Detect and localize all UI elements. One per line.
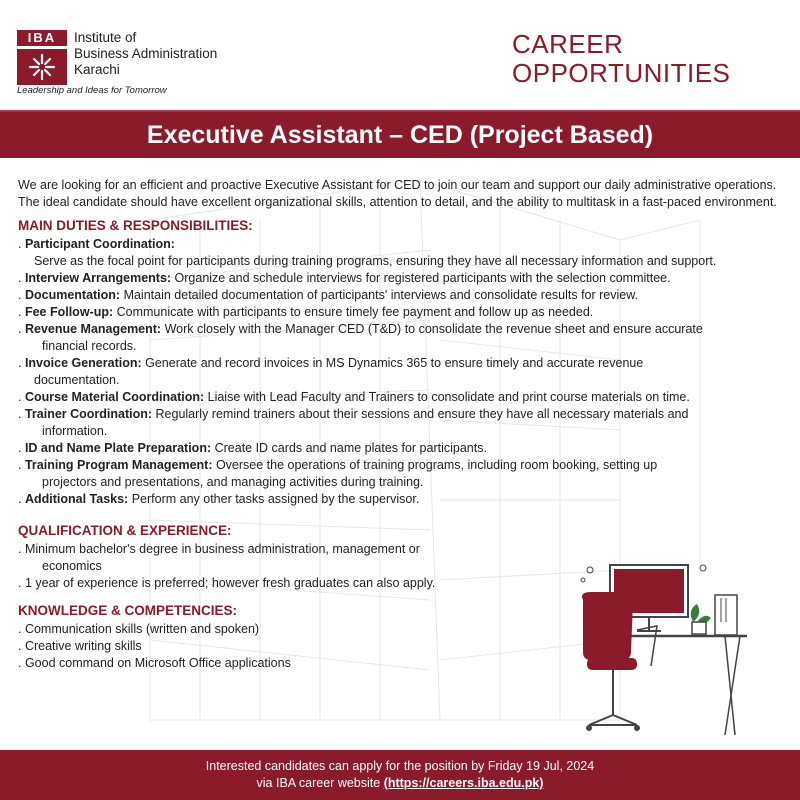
duty-text: Create ID cards and name plates for participants. [211,441,487,455]
career-line2: OPPORTUNITIES [512,58,731,88]
duty-text: Maintain detailed documentation of participants' interviews and consolidate results for review. [120,288,639,302]
duty-continuation: information. [42,424,108,438]
iba-emblem-icon [17,49,67,85]
duty-text: Organize and schedule interviews for registered participants with the selection committee. [171,271,671,285]
duty-continuation: Serve as the focal point for participants during training programs, ensuring they have all necessary information and support. [34,254,717,268]
duties-list [18,236,790,508]
duty-label: Invoice Generation: [24,356,142,370]
duty-text: Oversee the operations of training programs, including room booking, setting up [212,458,658,472]
knowledge-text: Communication skills (written and spoken) [24,622,260,636]
footer-apply-prefix: via IBA career website [256,776,384,790]
institute-name-line2: Business Administration [74,46,218,61]
office-desk-illustration [575,560,775,740]
institute-name [74,30,264,78]
duty-text: Work closely with the Manager CED (T&D) to consolidate the revenue sheet and ensure accurate [161,322,703,336]
duty-label: Additional Tasks: [24,492,129,506]
logo-tagline: Leadership and Ideas for Tomorrow [17,85,167,96]
institute-name-line3: Karachi [74,62,120,77]
career-line1: CAREER [512,29,624,59]
duty-item: . Fee Follow-up: Communicate with participants to ensure timely fee payment and follow up as needed. [18,305,594,319]
duty-label: Revenue Management: [24,322,162,336]
logo-badge: IBA [17,30,67,46]
knowledge-item: . Creative writing skills [18,639,142,653]
institute-name-line1: Institute of [74,30,137,45]
duty-continuation: projectors and presentations, and managing activities during training. [42,475,424,489]
duty-text: Perform any other tasks assigned by the supervisor. [128,492,420,506]
duty-item: . Invoice Generation: Generate and record invoices in MS Dynamics 365 to ensure timely and accurate revenue documentation. [18,355,790,389]
qualification-list [18,541,488,592]
duty-item: . Documentation: Maintain detailed documentation of participants' interviews and consolidate results for review. [18,288,639,302]
knowledge-text: Creative writing skills [24,639,142,653]
duty-label: Course Material Coordination: [24,390,205,404]
duties-heading: MAIN DUTIES & RESPONSIBILITIES: [18,218,253,233]
duty-item: . Participant Coordination: Serve as the focal point for participants during training programs, ensuring they have all necessary information and support. [18,236,790,270]
duty-label: Documentation: [24,288,121,302]
duty-continuation: financial records. [42,339,137,353]
qualification-continuation: economics [42,559,102,573]
duty-item: . Course Material Coordination: Liaise with Lead Faculty and Trainers to consolidate and print course materials on time. [18,390,690,404]
application-footer [0,750,800,800]
footer-deadline: Interested candidates can apply for the position by Friday 19 Jul, 2024 [205,759,595,773]
duty-label: ID and Name Plate Preparation: [24,441,212,455]
duty-item: . ID and Name Plate Preparation: Create ID cards and name plates for participants. [18,441,487,455]
duty-text: Generate and record invoices in MS Dynamics 365 to ensure timely and accurate revenue [141,356,644,370]
qualification-item: . 1 year of experience is preferred; however fresh graduates can also apply. [18,576,436,590]
duty-item: . Revenue Management: Work closely with the Manager CED (T&D) to consolidate the revenue sheet and ensure accurate financial records. [18,321,790,355]
intro-paragraph: We are looking for an efficient and proactive Executive Assistant for CED to join our team and support our daily administrative operations. The ideal candidate should have excellent organizational skills, attention to detail, and the ability to multitask in a fast-paced environment. [18,178,777,209]
plant-icon [691,604,711,634]
qualification-item: . Minimum bachelor's degree in business administration, management or economics [18,541,488,575]
duty-label: Training Program Management: [24,458,213,472]
knowledge-text: Good command on Microsoft Office applications [24,656,291,670]
duty-text: Liaise with Lead Faculty and Trainers to consolidate and print course materials on time. [204,390,690,404]
footer-apply-line [0,775,800,792]
duty-label: Interview Arrangements: [24,271,172,285]
duty-item: . Interview Arrangements: Organize and schedule interviews for registered participants with the selection committee. [18,271,671,285]
job-title-banner: Executive Assistant – CED (Project Based) [0,110,800,158]
career-opportunities-heading [512,30,782,88]
files-icon [715,595,737,635]
duty-text: Regularly remind trainers about their sessions and ensure they have all necessary materials and [152,407,689,421]
career-website-link[interactable]: (https://careers.iba.edu.pk) [383,776,544,790]
duty-item: . Training Program Management: Oversee the operations of training programs, including room booking, setting up projectors and presentations, and managing activities during training. [18,457,790,491]
qualification-text: Minimum bachelor's degree in business administration, management or [24,542,420,556]
qualification-heading: QUALIFICATION & EXPERIENCE: [18,523,232,538]
knowledge-item: . Good command on Microsoft Office applications [18,656,291,670]
duty-label: Participant Coordination: [24,237,175,251]
qualification-text: 1 year of experience is preferred; however fresh graduates can also apply. [24,576,436,590]
duty-label: Fee Follow-up: [24,305,114,319]
duty-item: . Additional Tasks: Perform any other tasks assigned by the supervisor. [18,492,420,506]
duty-label: Trainer Coordination: [24,407,153,421]
knowledge-heading: KNOWLEDGE & COMPETENCIES: [18,603,238,618]
knowledge-item: . Communication skills (written and spoken) [18,622,260,636]
duty-item: . Trainer Coordination: Regularly remind trainers about their sessions and ensure they have all necessary materials and information. [18,406,790,440]
duty-continuation: documentation. [34,373,120,387]
duty-text: Communicate with participants to ensure timely fee payment and follow up as needed. [113,305,594,319]
